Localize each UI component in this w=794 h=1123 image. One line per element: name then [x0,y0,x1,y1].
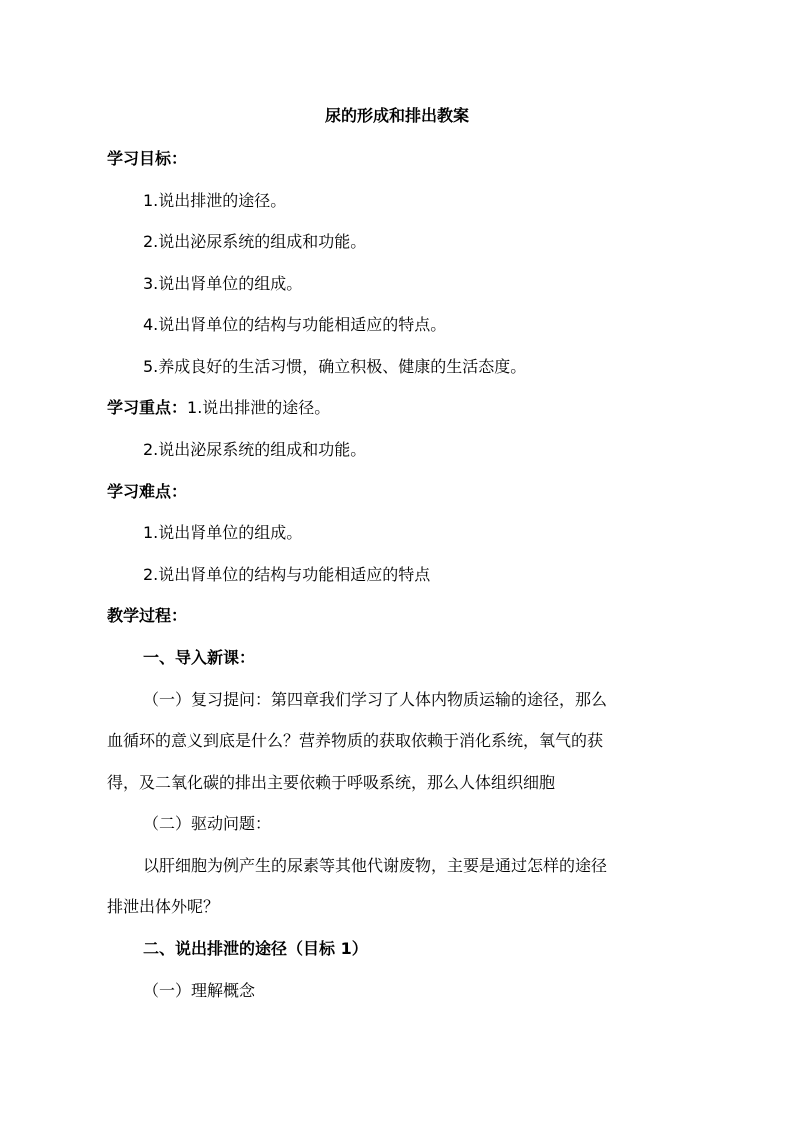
document-title: 尿的形成和排出教案 [324,106,469,125]
paragraph-line: （一）复习提问：第四章我们学习了人体内物质运输的途径，那么 [143,690,608,709]
paragraph-line: 排泄出体外呢？ [107,897,220,916]
key-points-heading: 学习重点： [107,398,188,417]
paragraph-line: 以肝细胞为例产生的尿素等其他代谢废物，主要是通过怎样的途径 [143,856,608,875]
key-point-item: 2.说出泌尿系统的组成和功能。 [143,440,367,459]
difficulty-item: 2.说出肾单位的结构与功能相适应的特点 [143,565,431,584]
paragraph-line: 得，及二氧化碳的排出主要依赖于呼吸系统，那么人体组织细胞 [107,773,556,792]
drive-heading: （二）驱动问题： [143,814,272,833]
objective-item: 1.说出排泄的途径。 [143,191,287,210]
key-point-item: 1.说出排泄的途径。 [187,398,331,417]
paragraph-line: 血循环的意义到底是什么？营养物质的获取依赖于消化系统，氧气的获 [107,731,604,750]
process-heading: 教学过程： [107,606,188,625]
objectives-heading: 学习目标： [107,149,188,168]
objective-item: 4.说出肾单位的结构与功能相适应的特点。 [143,315,447,334]
objective-item: 5.养成良好的生活习惯，确立积极、健康的生活态度。 [143,357,527,376]
section1-heading: 一、导入新课： [143,648,256,667]
key-points-line [107,397,330,419]
objective-item: 2.说出泌尿系统的组成和功能。 [143,232,367,251]
difficulties-heading: 学习难点： [107,482,188,501]
objective-item: 3.说出肾单位的组成。 [143,274,303,293]
section2-sub-heading: （一）理解概念 [143,981,256,1000]
section2-heading: 二、说出排泄的途径（目标 1） [143,939,368,958]
difficulty-item: 1.说出肾单位的组成。 [143,523,303,542]
